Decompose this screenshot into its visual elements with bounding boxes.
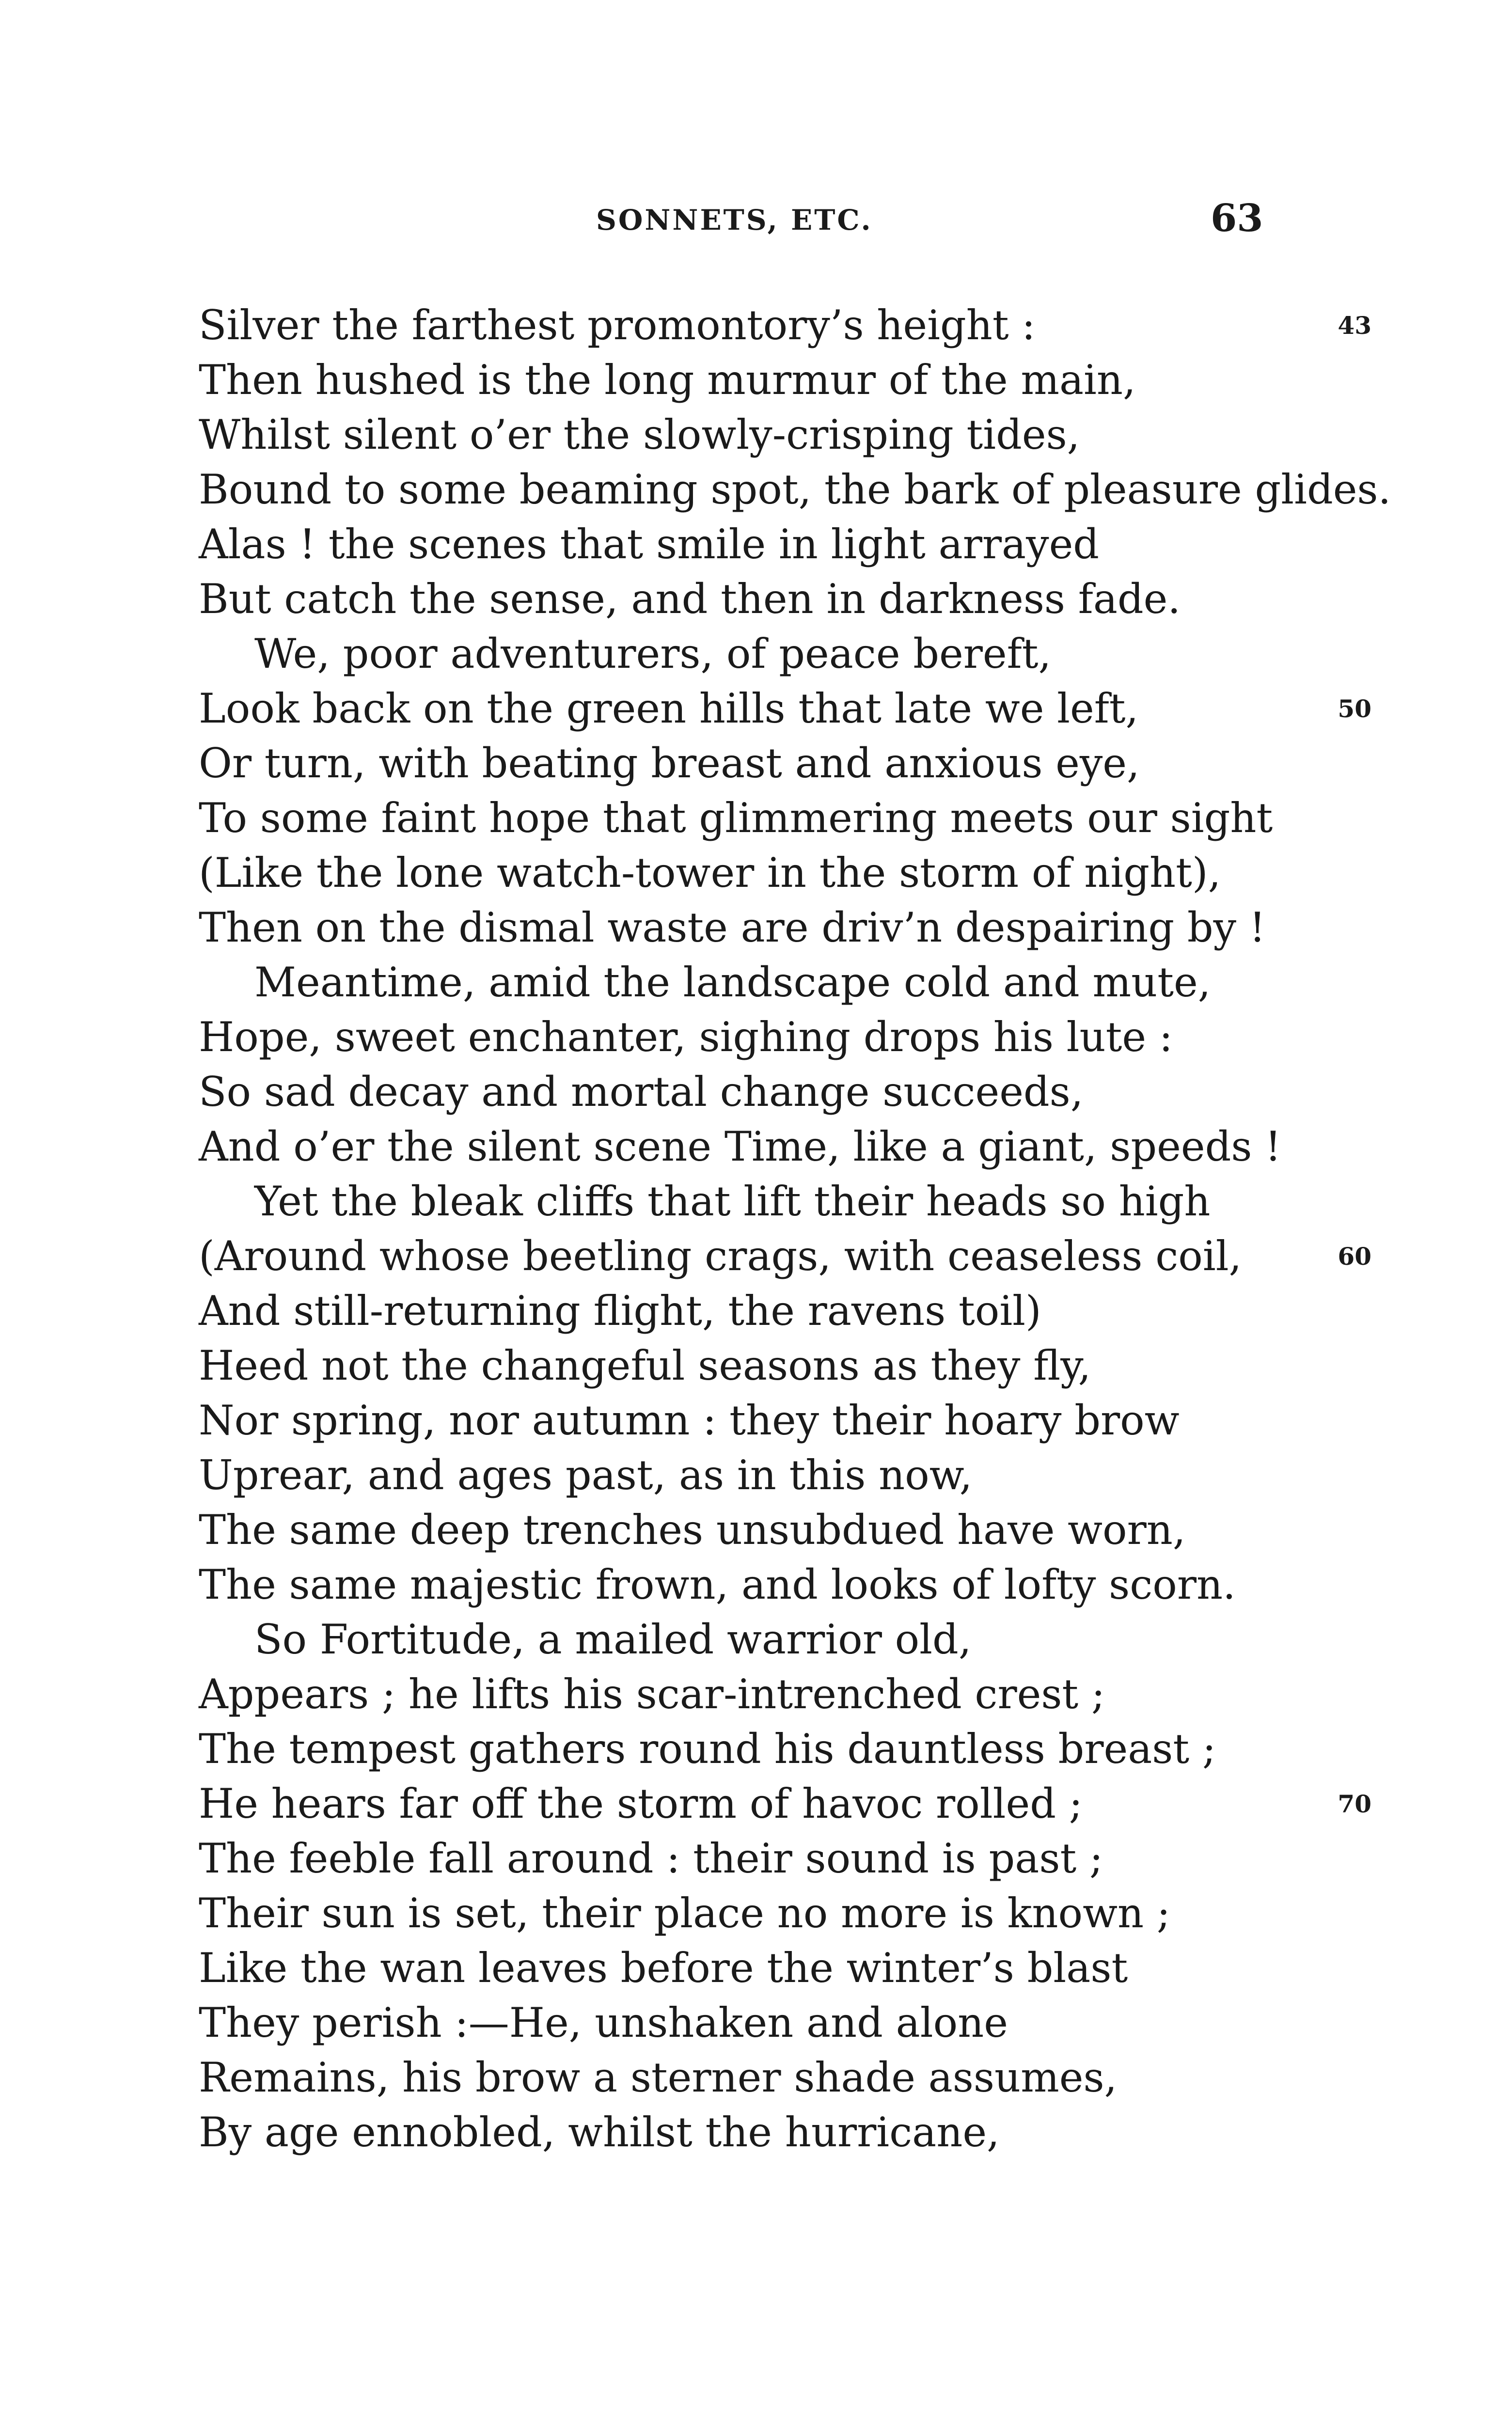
poem-line-text: The same deep trenches unsubdued have worn,	[199, 1506, 1186, 1554]
line-number: 70	[1338, 1790, 1371, 1818]
poem-line-text: They perish :—He, unshaken and alone	[199, 1999, 1008, 2046]
poem-line	[199, 1174, 1371, 1229]
poem-line-text: Their sun is set, their place no more is known ;	[199, 1889, 1171, 1937]
poem-line	[199, 298, 1371, 353]
poem-line-text: Nor spring, nor autumn : they their hoary brow	[199, 1397, 1180, 1444]
poem-line-text: Heed not the changeful seasons as they fly,	[199, 1342, 1091, 1389]
poem-line-text: The tempest gathers round his dauntless breast ;	[199, 1725, 1216, 1773]
poem-line-text: Then on the dismal waste are driv’n despairing by !	[199, 904, 1266, 951]
poem-line-text: So Fortitude, a mailed warrior old,	[254, 1616, 972, 1663]
poem-line-text: Like the wan leaves before the winter’s blast	[199, 1944, 1128, 1992]
poem-line	[199, 1612, 1371, 1667]
poem-line	[199, 408, 1371, 462]
poem-line	[199, 1284, 1371, 1338]
poem-line-text: And o’er the silent scene Time, like a giant, speeds !	[199, 1123, 1281, 1170]
line-number: 43	[1338, 311, 1371, 340]
poem-line	[199, 1558, 1371, 1612]
poem-line-text: Hope, sweet enchanter, sighing drops his lute :	[199, 1013, 1173, 1061]
poem-line-text: The feeble fall around : their sound is past ;	[199, 1835, 1103, 1882]
poem-line-text: Alas ! the scenes that smile in light arrayed	[199, 520, 1100, 568]
poem-line-text: Meantime, amid the landscape cold and mute,	[254, 959, 1211, 1006]
poem-line-text: Bound to some beaming spot, the bark of pleasure glides.	[199, 466, 1391, 513]
poem-line-text: To some faint hope that glimmering meets our sight	[199, 794, 1273, 842]
poem-line	[199, 791, 1371, 846]
line-number: 60	[1338, 1242, 1371, 1271]
poem-line	[199, 1448, 1371, 1503]
poem-line-text: The same majestic frown, and looks of lofty scorn.	[199, 1561, 1236, 1608]
poem-line	[199, 2105, 1371, 2160]
poem-line	[199, 1831, 1371, 1886]
poem-line	[199, 736, 1371, 791]
poem-line-text: So sad decay and mortal change succeeds,	[199, 1068, 1084, 1116]
poem-line-text: Remains, his brow a sterner shade assumes,	[199, 2054, 1118, 2101]
poem-line-text: Silver the farthest promontory’s height :	[199, 301, 1036, 349]
poem-line-text: Appears ; he lifts his scar-intrenched crest ;	[199, 1670, 1105, 1718]
poem-line-text: We, poor adventurers, of peace bereft,	[254, 630, 1052, 677]
poem-line	[199, 1393, 1371, 1448]
poem-line	[199, 1777, 1371, 1831]
poem-line-text: Then hushed is the long murmur of the main,	[199, 356, 1136, 404]
poem-line	[199, 517, 1371, 572]
poem-line	[199, 2050, 1371, 2105]
poem-line-text: (Like the lone watch-tower in the storm of night),	[199, 849, 1221, 897]
poem-line	[199, 1229, 1371, 1284]
poem-line	[199, 462, 1391, 517]
poem-line-text: And still-returning flight, the ravens toil)	[199, 1287, 1041, 1335]
poem-line	[199, 681, 1371, 736]
poem-line-text: He hears far off the storm of havoc rolled ;	[199, 1780, 1083, 1827]
poem-line	[199, 1338, 1371, 1393]
poem-line	[199, 1667, 1371, 1722]
poem-line-text: Yet the bleak cliffs that lift their heads so high	[254, 1178, 1211, 1225]
poem-line-text: Or turn, with beating breast and anxious eye,	[199, 739, 1140, 787]
poem-line	[199, 955, 1371, 1010]
poem-line-text: But catch the sense, and then in darkness fade.	[199, 575, 1181, 623]
poem-line-text: (Around whose beetling crags, with ceaseless coil,	[199, 1232, 1242, 1280]
poem-line	[199, 1941, 1371, 1996]
poem-line	[199, 846, 1371, 900]
poem-line	[199, 900, 1371, 955]
poem-text	[199, 298, 1391, 2160]
poem-line	[199, 1010, 1371, 1065]
poem-line	[199, 353, 1371, 408]
poem-line	[199, 572, 1371, 627]
running-head: SONNETS, ETC.	[596, 204, 873, 236]
poem-line	[199, 627, 1371, 681]
poem-line-text: Uprear, and ages past, as in this now,	[199, 1451, 973, 1499]
poem-line	[199, 1996, 1371, 2050]
poem-line	[199, 1886, 1371, 1941]
poem-line	[199, 1503, 1371, 1558]
poem-line	[199, 1722, 1371, 1777]
page-number: 63	[1211, 196, 1263, 240]
poem-line-text: Look back on the green hills that late we left,	[199, 685, 1139, 732]
poem-line-text: By age ennobled, whilst the hurricane,	[199, 2108, 1000, 2156]
poem-line-text: Whilst silent o’er the slowly-crisping tides,	[199, 411, 1080, 458]
line-number: 50	[1338, 694, 1371, 723]
poem-line	[199, 1119, 1371, 1174]
poem-line	[199, 1065, 1371, 1119]
